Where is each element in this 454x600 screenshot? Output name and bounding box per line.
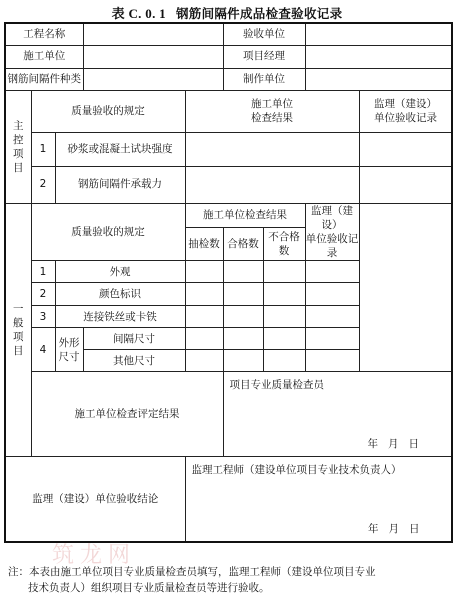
general-item-name: 其他尺寸 <box>83 350 185 372</box>
evaluation-signature-cell[interactable] <box>223 372 452 457</box>
unqualified-count-cell[interactable] <box>263 261 305 283</box>
conclusion-row <box>5 457 452 542</box>
sample-count-cell[interactable] <box>185 328 223 350</box>
conclusion-date-label: 年月日 <box>368 522 430 535</box>
qualified-count-cell[interactable] <box>223 350 263 372</box>
qualified-count-cell[interactable] <box>223 306 263 328</box>
footnote-line-2: 技术负责人）组织项目专业质量检查员等进行验收。 <box>28 582 270 594</box>
conclusion-signature-cell[interactable] <box>185 457 452 542</box>
general-item-row <box>5 261 452 283</box>
acceptance-unit-field[interactable] <box>305 23 452 45</box>
unqualified-count-cell[interactable] <box>263 350 305 372</box>
inspection-form-table <box>4 22 453 543</box>
general-item-name: 间隔尺寸 <box>83 328 185 350</box>
general-spec-header: 质量验收的规定 <box>31 203 185 261</box>
main-item-no: 1 <box>31 132 55 166</box>
main-items-header-row <box>5 90 452 132</box>
general-item-row <box>5 306 452 328</box>
qualified-count-cell[interactable] <box>223 328 263 350</box>
manufacturer-label: 制作单位 <box>223 68 305 90</box>
conclusion-label: 监理（建设）单位验收结论 <box>5 457 185 542</box>
project-manager-field[interactable] <box>305 45 452 68</box>
general-item-row <box>5 283 452 306</box>
general-items-header-row-1 <box>5 203 452 228</box>
unqualified-count-cell[interactable] <box>263 283 305 306</box>
general-item-no: 1 <box>31 261 55 283</box>
manufacturer-field[interactable] <box>305 68 452 90</box>
main-item-no: 2 <box>31 166 55 203</box>
main-supervision-header: 监理（建设） 单位验收记录 <box>359 90 452 132</box>
project-name-field[interactable] <box>83 23 223 45</box>
unqualified-count-header: 不合格数 <box>263 228 305 261</box>
main-item-supervision-cell[interactable] <box>359 166 452 203</box>
main-item-name: 砂浆或混凝土试块强度 <box>55 132 185 166</box>
spacer-type-label: 钢筋间隔件种类 <box>5 68 83 90</box>
main-spec-header: 质量验收的规定 <box>31 90 185 132</box>
general-supervision-cell[interactable] <box>305 328 359 350</box>
main-item-result-cell[interactable] <box>185 132 359 166</box>
table-title-text: 钢筋间隔件成品检查验收记录 <box>175 6 343 21</box>
general-item-no: 2 <box>31 283 55 306</box>
general-supervision-cell[interactable] <box>305 306 359 328</box>
general-item-no: 4 <box>31 328 55 372</box>
main-item-row <box>5 166 452 203</box>
header-row-1 <box>5 23 452 45</box>
header-row-2 <box>5 45 452 68</box>
conclusion-signer-label: 监理工程师（建设单位项目专业技术负责人） <box>191 464 402 477</box>
general-supervision-cell[interactable] <box>305 350 359 372</box>
unqualified-count-cell[interactable] <box>263 328 305 350</box>
evaluation-row <box>5 372 452 457</box>
project-manager-label: 项目经理 <box>223 45 305 68</box>
footnote-line-1: 注：本表由施工单位项目专业质量检查员填写，监理工程师（建设单位项目专业 <box>8 566 376 578</box>
evaluation-date-label: 年月日 <box>367 438 429 451</box>
general-item-name: 外观 <box>55 261 185 283</box>
sample-count-cell[interactable] <box>185 350 223 372</box>
table-code: 表 C. 0. 1 <box>111 6 166 21</box>
general-item-no: 3 <box>31 306 55 328</box>
general-supervision-cell[interactable] <box>305 261 359 283</box>
qualified-count-cell[interactable] <box>223 261 263 283</box>
sample-count-cell[interactable] <box>185 283 223 306</box>
acceptance-unit-label: 验收单位 <box>223 23 305 45</box>
evaluation-signer-label: 项目专业质量检查员 <box>229 379 324 392</box>
qualified-count-cell[interactable] <box>223 283 263 306</box>
general-supervision-header: 监理（建设） 单位验收记录 <box>305 204 359 260</box>
qualified-count-header: 合格数 <box>223 228 263 261</box>
general-construction-result-header: 施工单位检查结果 <box>185 203 305 228</box>
general-supervision-cell[interactable] <box>305 283 359 306</box>
unqualified-count-cell[interactable] <box>263 306 305 328</box>
sample-count-cell[interactable] <box>185 261 223 283</box>
main-item-result-cell[interactable] <box>185 166 359 203</box>
general-item-name: 颜色标识 <box>55 283 185 306</box>
sample-count-cell[interactable] <box>185 306 223 328</box>
construction-unit-field[interactable] <box>83 45 223 68</box>
shape-size-group-label: 外形 尺寸 <box>55 328 83 372</box>
general-item-name: 连接铁丝或卡铁 <box>55 306 185 328</box>
main-item-name: 钢筋间隔件承载力 <box>55 166 185 203</box>
general-items-section-label: 一 般 项 目 <box>5 203 31 457</box>
main-items-section-label: 主 控 项 目 <box>5 90 31 203</box>
general-item-row <box>5 328 452 350</box>
spacer-type-field[interactable] <box>83 68 223 90</box>
evaluation-label: 施工单位检查评定结果 <box>31 372 223 457</box>
header-row-3 <box>5 68 452 90</box>
footnote <box>8 564 448 596</box>
project-name-label: 工程名称 <box>5 23 83 45</box>
main-item-row <box>5 132 452 166</box>
watermark: 筑龙网 <box>52 543 137 568</box>
main-item-supervision-cell[interactable] <box>359 132 452 166</box>
main-construction-result-header: 施工单位 检查结果 <box>185 90 359 132</box>
form-title <box>0 3 454 22</box>
construction-unit-label: 施工单位 <box>5 45 83 68</box>
sample-count-header: 抽检数 <box>185 228 223 261</box>
